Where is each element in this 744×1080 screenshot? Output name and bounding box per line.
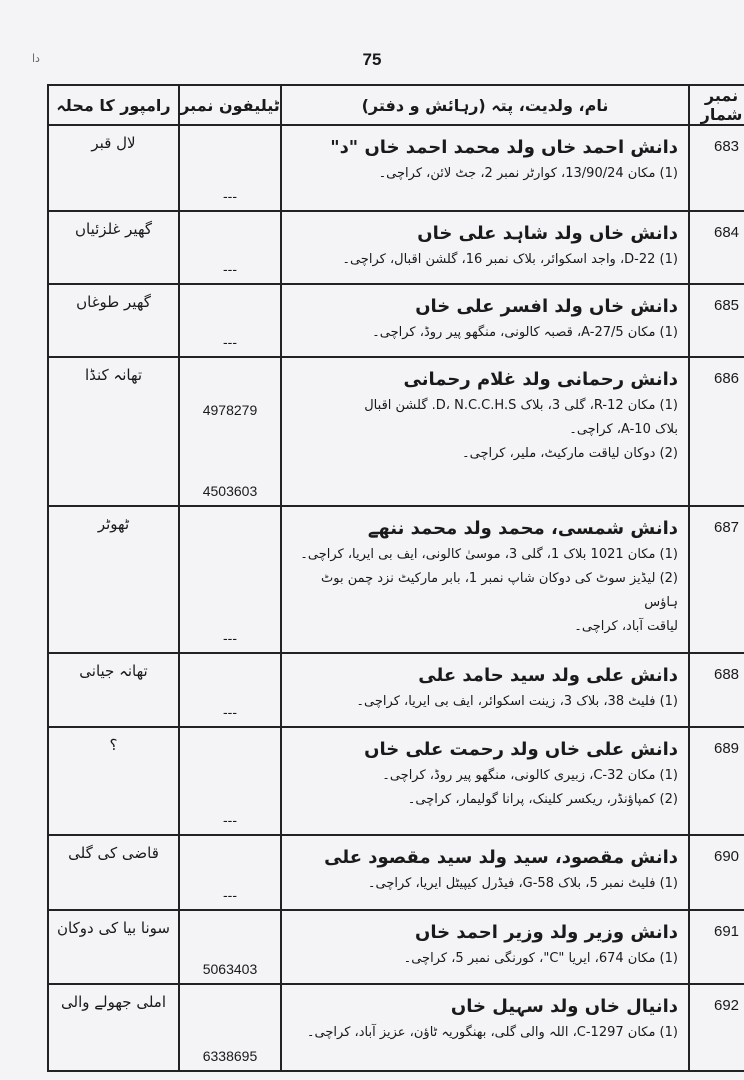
name-address-cell — [281, 984, 689, 1071]
person-name: دانش علی ولد سید حامد علی — [418, 665, 678, 687]
serial-number: 685 — [689, 284, 744, 357]
address-line: لیاقت آباد، کراچی۔ — [574, 619, 678, 635]
name-address-cell — [281, 284, 689, 357]
phone-cell — [179, 284, 281, 357]
address-line: (1) مکان R-12، گلی 3، بلاک D، N.C.C.H.S. گلشن اقبال — [364, 398, 678, 414]
phone-cell — [179, 211, 281, 284]
mohalla-name: لال قبر — [48, 125, 179, 211]
phone-cell — [179, 727, 281, 836]
phone-number: --- — [223, 187, 237, 204]
name-address-cell — [281, 211, 689, 284]
person-name: دانش علی خاں ولد رحمت علی خاں — [364, 738, 678, 760]
phone-number: --- — [223, 886, 237, 903]
mohalla-name: گھیر طوغاں — [48, 284, 179, 357]
header-serial: نمبر شمار — [689, 85, 744, 125]
corner-mark: دا — [32, 52, 40, 65]
directory-table — [47, 84, 744, 1072]
header-row — [48, 85, 744, 125]
mohalla-name: ٹھوٹر — [48, 506, 179, 653]
person-name: دانش احمد خاں ولد محمد احمد خاں "د" — [330, 137, 678, 158]
phone-number: 5063403 — [202, 961, 258, 978]
mohalla-name: ؟ — [48, 727, 179, 836]
phone-cell — [179, 653, 281, 726]
address-line: (1) مکان 674، ایریا "C"، کورنگی نمبر 5، کراچی۔ — [403, 950, 678, 966]
page-number: 75 — [362, 50, 382, 69]
phone-number: 4978279 — [202, 402, 258, 419]
table-row — [48, 910, 744, 984]
phone-cell — [179, 506, 281, 653]
table-row — [48, 125, 744, 211]
header-name: نام، ولدیت، پتہ (رہائش و دفتر) — [281, 85, 689, 125]
serial-number: 683 — [689, 125, 744, 211]
serial-number: 690 — [689, 835, 744, 909]
phone-number: --- — [223, 630, 237, 647]
serial-number: 684 — [689, 211, 744, 284]
serial-number: 689 — [689, 727, 744, 836]
person-name: دانش رحمانی ولد غلام رحمانی — [403, 369, 678, 391]
address-line: (1) مکان 13/90/24، کوارٹر نمبر 2، جٹ لائن، کراچی۔ — [378, 166, 678, 181]
table-row — [48, 284, 744, 357]
phone-number: --- — [223, 260, 237, 277]
address-line: (1) مکان A-27/5، قصبہ کالونی، منگھو پیر روڈ، کراچی۔ — [372, 324, 678, 340]
table-row — [48, 727, 744, 836]
header-area: رامپور کا محلہ — [48, 85, 179, 125]
person-name: دانیال خاں ولد سہیل خاں — [450, 996, 678, 1018]
person-name: دانش خاں ولد شاہد علی خاں — [417, 222, 678, 244]
mohalla-name: تھانہ جیانی — [48, 653, 179, 726]
name-address-cell — [281, 835, 689, 909]
phone-number: --- — [223, 703, 237, 720]
address-line: (1) مکان 1021 بلاک 1، گلی 3، موسیٰ کالونی، ایف بی ایریا، کراچی۔ — [300, 547, 678, 563]
address-line: (2) دوکان لیاقت مارکیٹ، ملیر، کراچی۔ — [462, 446, 678, 462]
phone-cell — [179, 984, 281, 1071]
phone-number: --- — [223, 812, 237, 829]
phone-cell — [179, 125, 281, 211]
address-line: (2) لیڈیز سوٹ کی دوکان شاپ نمبر 1، بابر مارکیٹ نزد چمن بوٹ ہاؤس — [320, 571, 678, 611]
person-name: دانش خاں ولد افسر علی خاں — [415, 295, 678, 317]
mohalla-name: گھیر غلزئیاں — [48, 211, 179, 284]
table-row — [48, 835, 744, 909]
serial-number: 686 — [689, 357, 744, 506]
serial-number: 691 — [689, 910, 744, 984]
name-address-cell — [281, 125, 689, 211]
table-row — [48, 357, 744, 506]
phone-number: 4503603 — [202, 483, 258, 500]
phone-cell — [179, 910, 281, 984]
header-phone: ٹیلیفون نمبر — [179, 85, 281, 125]
serial-number: 688 — [689, 653, 744, 726]
phone-cell — [179, 357, 281, 506]
name-address-cell — [281, 910, 689, 984]
name-address-cell — [281, 727, 689, 836]
address-line: (1) فلیٹ 38، بلاک 3، زینت اسکوائر، ایف بی ایریا، کراچی۔ — [356, 694, 678, 710]
person-name: دانش مقصود، سید ولد سید مقصود علی — [324, 847, 678, 869]
serial-number: 692 — [689, 984, 744, 1071]
serial-number: 687 — [689, 506, 744, 653]
name-address-cell — [281, 506, 689, 653]
address-line: بلاک A-10، کراچی۔ — [569, 422, 678, 438]
address-line: (2) کمپاؤنڈر، ریکسر کلینک، پرانا گولیمار، کراچی۔ — [407, 791, 678, 807]
table-row — [48, 653, 744, 726]
address-line: (1) D-22، واجد اسکوائر، بلاک نمبر 16، گلشن اقبال، کراچی۔ — [342, 251, 678, 267]
person-name: دانش شمسی، محمد ولد محمد ننھے — [367, 518, 678, 540]
mohalla-name: املی جھولے والی — [48, 984, 179, 1071]
mohalla-name: قاضی کی گلی — [48, 835, 179, 909]
table-row — [48, 506, 744, 653]
address-line: (1) مکان C-1297، اللہ والی گلی، بھنگوریہ ٹاؤن، عزیز آباد، کراچی۔ — [306, 1025, 678, 1041]
person-name: دانش وزیر ولد وزیر احمد خاں — [414, 921, 678, 943]
table-row — [48, 211, 744, 284]
mohalla-name: تھانہ کنڈا — [48, 357, 179, 506]
table-row — [48, 984, 744, 1071]
address-line: (1) مکان C-32، زبیری کالونی، منگھو پیر روڈ، کراچی۔ — [382, 767, 678, 783]
name-address-cell — [281, 653, 689, 726]
name-address-cell — [281, 357, 689, 506]
phone-number: --- — [223, 334, 237, 351]
phone-number: 6338695 — [202, 1048, 258, 1064]
address-line: (1) فلیٹ نمبر 5، بلاک G-58، فیڈرل کیپیٹل ایریا، کراچی۔ — [367, 876, 678, 892]
mohalla-name: سونا بیا کی دوکان — [48, 910, 179, 984]
phone-cell — [179, 835, 281, 909]
